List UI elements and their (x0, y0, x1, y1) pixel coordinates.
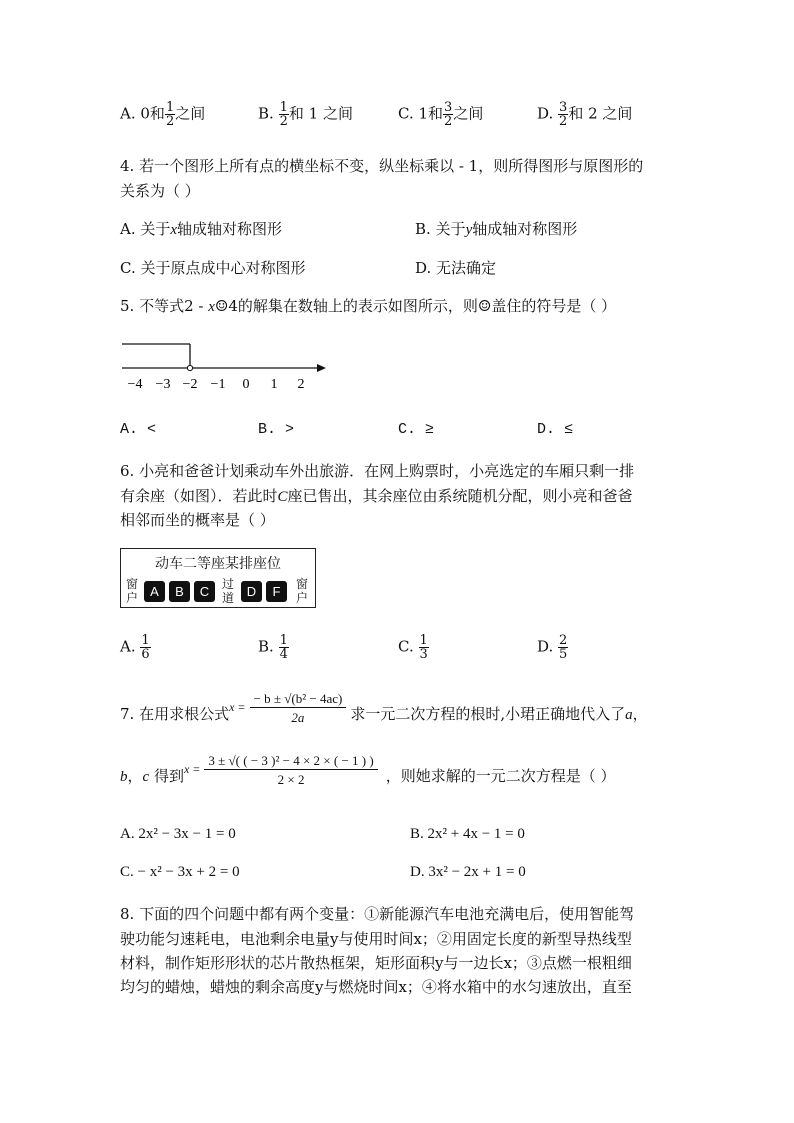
formula-lhs: x = (229, 700, 246, 714)
axis-arrow (317, 364, 326, 372)
fraction (279, 634, 289, 661)
q4-stem-line1: 4. 若一个图形上所有点的横坐标不变，纵坐标乘以 - 1，则所得图形与原图形的 (120, 157, 644, 175)
variable: y (465, 222, 473, 238)
numerator: − b ± √(b² − 4ac) (250, 692, 347, 708)
tick-label: 1 (270, 377, 278, 392)
option-text: 和 1 之间 (288, 104, 353, 123)
q8-stem-line4: 均匀的蜡烛，蜡烛的剩余高度y与燃烧时间x；④将水箱中的水匀速放出，直至 (120, 978, 632, 996)
option-letter: D. (537, 104, 554, 123)
q4-option-b[interactable] (415, 218, 577, 239)
seat-b: B (169, 581, 190, 602)
option-text: 和 2 之间 (568, 104, 633, 123)
numerator: 3 (559, 100, 568, 115)
numerator: 1 (419, 633, 428, 648)
aisle-label: 过道 (221, 577, 234, 605)
option-text: 0和 (140, 104, 165, 123)
q6-stem-line1: 6. 小亮和爸爸计划乘动车外出旅游．在网上购票时，小亮选定的车厢只剩一排 (120, 462, 635, 480)
variable: x (170, 222, 178, 238)
fraction (443, 101, 453, 128)
numerator: 1 (279, 100, 288, 115)
window-label-right: 窗户 (295, 577, 308, 605)
option-text: A. 关于 (120, 220, 171, 238)
option-letter: A. (120, 637, 136, 656)
q4-option-d[interactable]: D. 无法确定 (415, 259, 497, 277)
q5-option-a[interactable]: A. < (120, 421, 157, 438)
denominator: 2 (165, 114, 175, 129)
option-text: 之间 (453, 104, 484, 123)
seat-d: D (241, 581, 262, 602)
q6-option-d[interactable] (537, 634, 568, 661)
stem-text: ☺4的解集在数轴上的表示如图所示，则☺盖住的符号是（ ） (214, 297, 617, 315)
denominator: 2 (559, 114, 568, 129)
q7-stem-line1: 7. 在用求根公式$^{x =}$ $\frac{\text{− b ± √(b² − 4ac)}}{2a}$ 求一元二次方程的根时,小珺正确地代入了a， (120, 691, 648, 725)
substituted-formula (204, 754, 377, 786)
option-letter: B. (258, 637, 274, 656)
option-letter: D. (537, 637, 554, 656)
tick-label: −1 (210, 377, 226, 392)
variable: a (625, 707, 633, 723)
seat-f: F (266, 581, 287, 602)
option-text: B. 关于 (415, 220, 466, 238)
tick-label: 2 (297, 377, 305, 392)
variable: x (208, 299, 215, 315)
denominator: 3 (419, 647, 428, 662)
tick-label: −3 (155, 377, 171, 392)
denominator: 2 (279, 114, 288, 129)
q7-option-b[interactable]: B. 2x² + 4x − 1 = 0 (410, 826, 525, 842)
option-letter: A. (120, 104, 136, 123)
q3-option-d[interactable] (537, 101, 632, 128)
q5-stem (120, 295, 616, 316)
q6-option-b[interactable] (258, 634, 289, 661)
fraction (419, 634, 429, 661)
q8-stem-line1: 8. 下面的四个问题中都有两个变量：①新能源汽车电池充满电后，使用智能驾 (120, 905, 635, 923)
q4-option-a[interactable] (120, 218, 282, 239)
stem-text: ，则她求解的一元二次方程是（ ） (385, 767, 616, 785)
fraction (558, 634, 568, 661)
q6-stem-line2 (120, 485, 633, 506)
option-text: 1和 (418, 104, 444, 123)
stem-text: 得到 (149, 767, 184, 785)
denominator: 4 (279, 647, 288, 662)
fraction (140, 634, 150, 661)
option-text: 之间 (175, 104, 206, 123)
stem-text: 有余座（如图）．若此时 (120, 487, 278, 505)
q5-option-c[interactable]: C. ≥ (398, 421, 435, 438)
stem-text: 7. 在用求根公式 (120, 705, 230, 723)
numerator: 1 (141, 633, 150, 648)
tick-label: 0 (242, 377, 250, 392)
q5-option-b[interactable]: B. > (258, 421, 295, 438)
q8-stem-line2: 驶功能匀速耗电，电池剩余电量y与使用时间x；②用固定长度的新型导热线型 (120, 930, 632, 948)
option-text: 轴成轴对称图形 (472, 220, 578, 238)
numerator: 1 (279, 633, 288, 648)
fraction (279, 101, 289, 128)
q3-option-c[interactable] (398, 101, 483, 128)
q4-stem-line2: 关系为（ ） (120, 182, 200, 200)
denominator: 2a (291, 710, 305, 725)
q8-stem-line3: 材料，制作矩形形状的芯片散热框架，矩形面积y与一边长x；③点燃一根粗细 (120, 954, 632, 972)
q6-option-c[interactable] (398, 634, 429, 661)
seat-c: C (194, 581, 215, 602)
seat-diagram-title: 动车二等座某排座位 (155, 556, 281, 572)
numerator: 3 (444, 100, 453, 115)
option-letter: B. (258, 104, 274, 123)
root-formula (250, 692, 347, 724)
variable: c (142, 769, 150, 785)
number-line (118, 336, 333, 394)
option-text: 轴成轴对称图形 (177, 220, 283, 238)
numerator: 3 ± √( ( − 3 )² − 4 × 2 × ( − 1 ) ) (204, 754, 377, 770)
option-letter: C. (398, 104, 414, 123)
stem-text: ， (127, 767, 143, 785)
numerator: 1 (165, 100, 175, 115)
fraction (558, 101, 568, 128)
denominator: 2 × 2 (277, 772, 305, 787)
variable: b (120, 769, 128, 785)
q7-stem-line2 (120, 754, 616, 786)
seat-diagram (120, 548, 316, 608)
denominator: 6 (141, 647, 150, 662)
denominator: 2 (444, 114, 453, 129)
tick-label: −2 (182, 377, 198, 392)
tick-label: −4 (127, 377, 143, 392)
q6-stem-line3: 相邻而坐的概率是（ ） (120, 511, 275, 529)
q5-option-d[interactable]: D. ≤ (537, 421, 574, 438)
q7-option-a[interactable]: A. 2x² − 3x − 1 = 0 (120, 826, 236, 842)
stem-text: 座已售出，其余座位由系统随机分配，则小亮和爸爸 (287, 487, 633, 505)
endpoint-marker (187, 365, 192, 370)
q4-option-c[interactable]: C. 关于原点成中心对称图形 (120, 259, 306, 277)
seat-a: A (144, 581, 165, 602)
fraction (165, 101, 175, 128)
q3-option-b[interactable] (258, 101, 353, 128)
q7-option-d[interactable]: D. 3x² − 2x + 1 = 0 (410, 864, 526, 880)
option-letter: C. (398, 637, 414, 656)
variable: C (277, 489, 288, 505)
numerator: 2 (559, 633, 568, 648)
stem-text: 求一元二次方程的根时,小珺正确地代入了 (350, 705, 626, 723)
q6-option-a[interactable] (120, 634, 151, 661)
denominator: 5 (559, 647, 568, 662)
q3-option-a[interactable] (120, 101, 205, 128)
stem-text: 5. 不等式2 - (120, 297, 209, 315)
q7-option-c[interactable]: C. − x² − 3x + 2 = 0 (120, 864, 240, 880)
formula-lhs: x = (183, 762, 201, 776)
window-label-left: 窗户 (125, 577, 138, 605)
